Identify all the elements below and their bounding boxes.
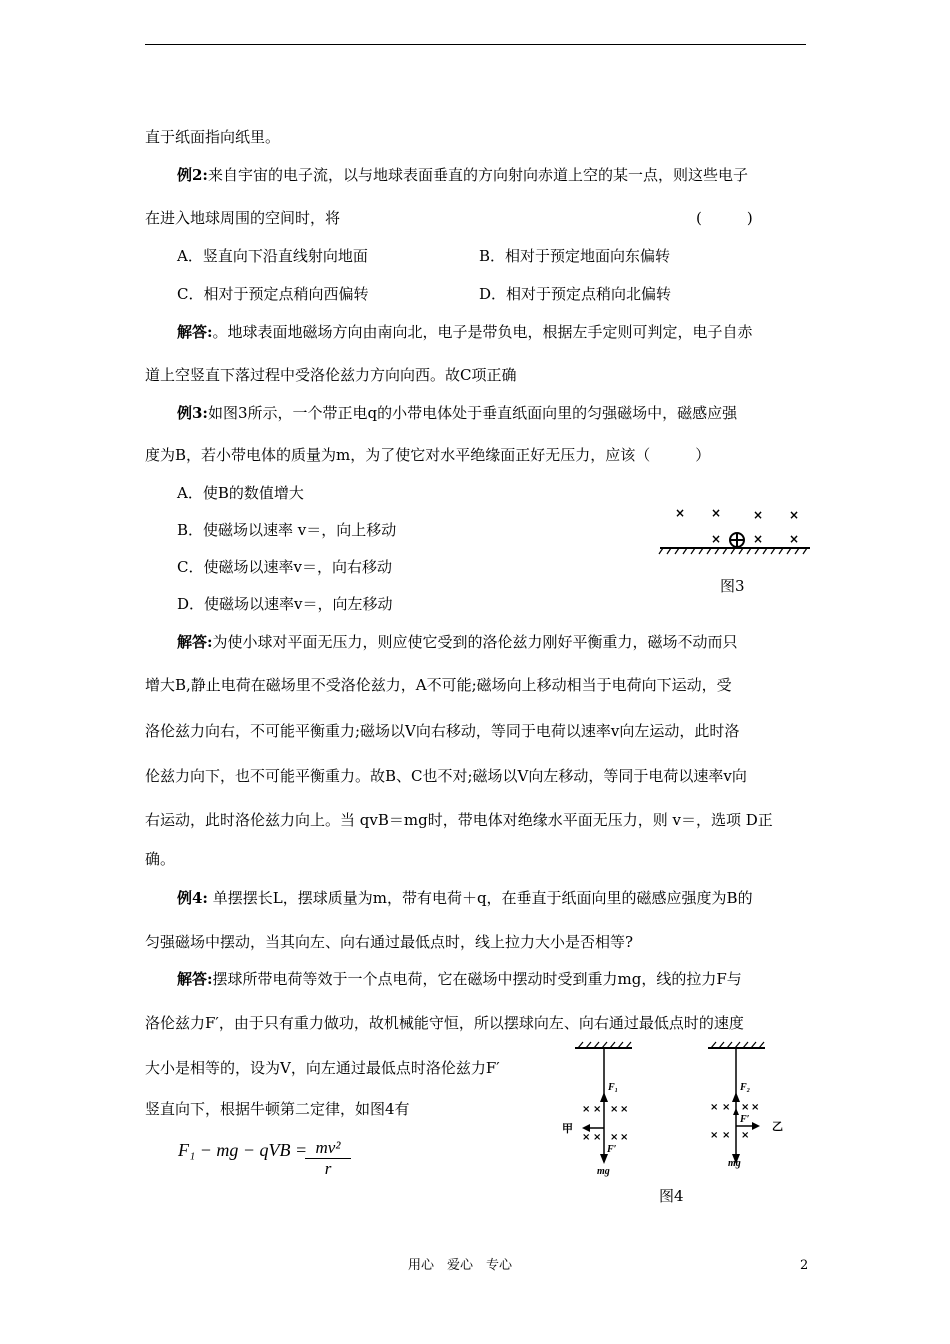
- charged-ball-icon: [730, 533, 744, 547]
- footer-slogan: 用心 爱心 专心: [408, 1258, 513, 1273]
- field-cross-icon: ×: [710, 1102, 719, 1113]
- option-d: D．相对于预定点稍向北偏转: [479, 285, 672, 303]
- answer-label: 解答:: [177, 323, 213, 341]
- label-jia: 甲: [562, 1122, 573, 1135]
- figure-3-caption: 图3: [720, 577, 745, 595]
- text-line: 确。: [145, 850, 176, 868]
- field-cross-icon: ×: [620, 1104, 629, 1115]
- option-b: B．相对于预定地面向东偏转: [479, 247, 671, 265]
- field-cross-icon: ×: [582, 1132, 591, 1143]
- arrow-down-icon: [600, 1154, 608, 1164]
- answer-3: 解答:为使小球对平面无压力，则应使它受到的洛伦兹力刚好平衡重力，磁场不动而只: [177, 633, 738, 651]
- force-label-f2: F₂: [740, 1082, 751, 1093]
- force-label-fprime: F′: [607, 1144, 617, 1155]
- field-cross-icon: ×: [753, 532, 764, 546]
- option-c: C．使磁场以速率v＝，向右移动: [177, 558, 392, 576]
- text-line: 在进入地球周围的空间时，将: [145, 209, 341, 227]
- example-2: 例2:来自宇宙的电子流，以与地球表面垂直的方向射向赤道上空的某一点，则这些电子: [177, 166, 748, 184]
- text-line: 度为B，若小带电体的质量为m，为了使它对水平绝缘面正好无压力，应该（ ）: [145, 446, 711, 464]
- force-label-f1: F₁: [608, 1082, 619, 1093]
- force-label-fprime: F′: [740, 1114, 750, 1125]
- example-4: 例4: 单摆摆长L，摆球质量为m，带有电荷＋q，在垂直于纸面向里的磁感应强度为B的: [177, 889, 753, 907]
- formula-fraction: [305, 1138, 351, 1179]
- field-cross-icon: ×: [741, 1102, 750, 1113]
- example-label: 例3:: [177, 404, 208, 422]
- option-a: A．使B的数值增大: [177, 484, 304, 502]
- text-line: 竖直向下，根据牛顿第二定律，如图4有: [145, 1100, 410, 1118]
- answer-blank: ( ): [696, 209, 753, 227]
- field-cross-icon: ×: [753, 508, 764, 522]
- field-cross-icon: ×: [710, 1130, 719, 1141]
- header-rule: [145, 44, 806, 45]
- force-label-mg: mg: [728, 1158, 741, 1169]
- field-cross-icon: ×: [789, 508, 800, 522]
- formula-numerator: mv²: [305, 1138, 351, 1159]
- example-label: 例2:: [177, 166, 208, 184]
- field-cross-icon: ×: [675, 506, 686, 520]
- field-cross-icon: ×: [593, 1132, 602, 1143]
- option-d: D．使磁场以速率v＝，向左移动: [177, 595, 393, 613]
- option-c: C．相对于预定点稍向西偏转: [177, 285, 369, 303]
- text-line: 右运动，此时洛伦兹力向上。当 qvB＝mg时，带电体对绝缘水平面无压力，则 v＝，选项 D正: [145, 811, 773, 829]
- arrow-up-icon: [600, 1092, 608, 1102]
- arrow-left-icon: [582, 1124, 590, 1132]
- text-line: 直于纸面指向纸里。: [145, 128, 281, 146]
- text-line: 道上空竖直下落过程中受洛伦兹力方向向西。故C项正确: [145, 366, 517, 384]
- answer-label: 解答:: [177, 633, 213, 651]
- figure-4-caption: 图4: [659, 1187, 684, 1205]
- field-cross-icon: ×: [751, 1102, 760, 1113]
- text-line: 大小是相等的，设为V，向左通过最低点时洛伦兹力F′: [145, 1059, 500, 1077]
- field-cross-icon: ×: [722, 1130, 731, 1141]
- field-cross-icon: ×: [711, 532, 722, 546]
- formula-lhs: F₁ − mg − qVB =: [178, 1140, 308, 1160]
- text-line: 增大B,静止电荷在磁场里不受洛伦兹力，A不可能;磁场向上移动相当于电荷向下运动，受: [145, 676, 732, 694]
- arrow-right-icon: [752, 1122, 760, 1130]
- arrow-up-small-icon: [733, 1108, 739, 1115]
- answer-4: 解答:摆球所带电荷等效于一个点电荷，它在磁场中摆动时受到重力mg，线的拉力F与: [177, 970, 742, 988]
- answer-label: 解答:: [177, 970, 213, 988]
- option-a: A．竖直向下沿直线射向地面: [177, 247, 368, 265]
- label-yi: 乙: [772, 1120, 783, 1133]
- field-cross-icon: ×: [722, 1102, 731, 1113]
- field-cross-icon: ×: [620, 1132, 629, 1143]
- field-cross-icon: ×: [711, 506, 722, 520]
- option-b: B．使磁场以速率 v＝，向上移动: [177, 521, 397, 539]
- field-cross-icon: ×: [741, 1130, 750, 1141]
- text-line: 匀强磁场中摆动，当其向左、向右通过最低点时，线上拉力大小是否相等?: [145, 933, 634, 951]
- figure-3-diagram: [655, 500, 815, 560]
- example-3: 例3:如图3所示，一个带正电q的小带电体处于垂直纸面向里的匀强磁场中，磁感应强: [177, 404, 738, 422]
- field-cross-icon: ×: [593, 1104, 602, 1115]
- formula-denominator: r: [324, 1159, 332, 1178]
- answer-2: 解答:。地球表面地磁场方向由南向北，电子是带负电，根据左手定则可判定，电子自赤: [177, 323, 753, 341]
- field-cross-icon: ×: [610, 1132, 619, 1143]
- example-label: 例4:: [177, 889, 208, 907]
- text-line: 洛伦兹力F′，由于只有重力做功，故机械能守恒，所以摆球向左、向右通过最低点时的速度: [145, 1014, 744, 1032]
- figure-4-diagram: [560, 1040, 810, 1180]
- field-cross-icon: ×: [582, 1104, 591, 1115]
- text-line: 伦兹力向下，也不可能平衡重力。故B、C也不对;磁场以V向左移动，等同于电荷以速率v向: [145, 767, 747, 785]
- field-cross-icon: ×: [789, 532, 800, 546]
- force-label-mg: mg: [597, 1166, 610, 1177]
- text-line: 洛伦兹力向右，不可能平衡重力;磁场以V向右移动，等同于电荷以速率v向左运动，此时洛: [145, 722, 740, 740]
- page-number: 2: [800, 1258, 809, 1273]
- field-cross-icon: ×: [610, 1104, 619, 1115]
- arrow-up-icon: [732, 1092, 740, 1102]
